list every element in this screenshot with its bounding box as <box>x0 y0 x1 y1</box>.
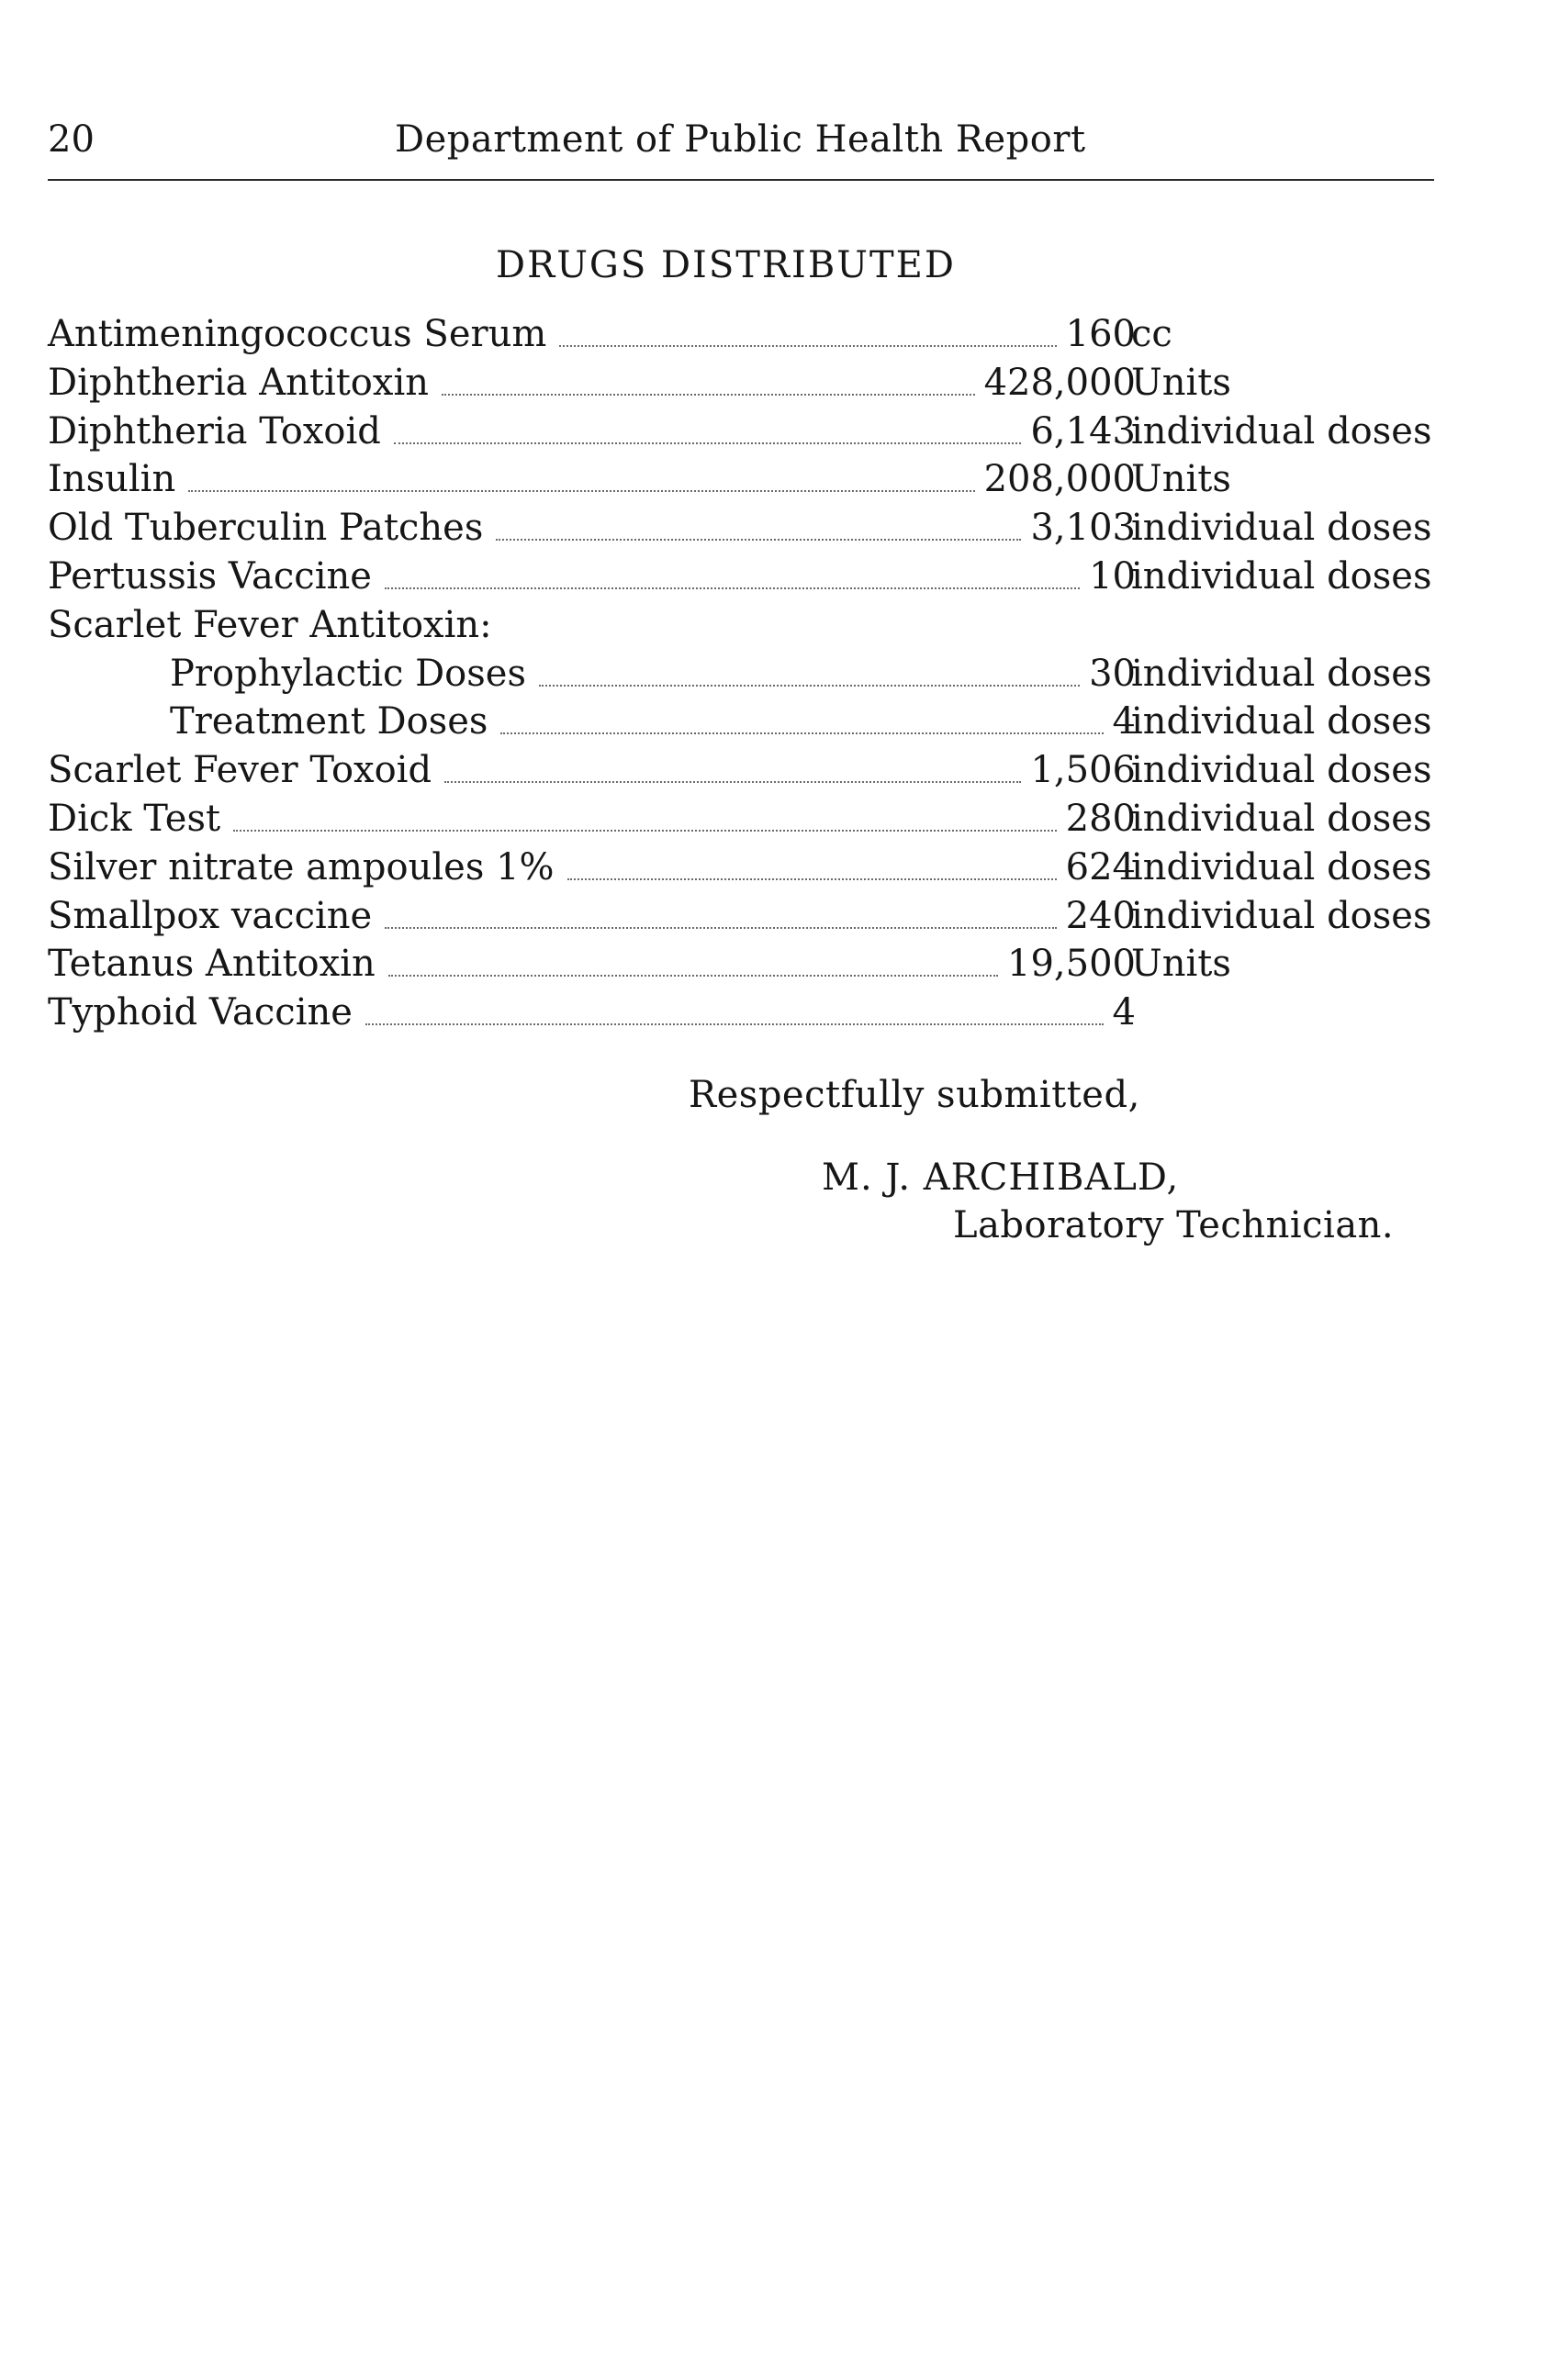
drug-quantity: 19,500 <box>1007 943 1136 986</box>
drug-quantity: 3,103 <box>1030 507 1136 550</box>
drug-name: Antimeningococcus Serum <box>48 310 555 359</box>
table-row <box>48 504 1434 553</box>
dot-leader <box>385 586 1080 589</box>
table-row <box>48 455 1434 504</box>
drug-unit: individual doses <box>1131 507 1432 550</box>
table-row <box>48 310 1434 359</box>
dot-leader <box>559 343 1056 347</box>
dot-leader <box>388 973 998 977</box>
drug-unit: Units <box>1131 458 1231 501</box>
drugs-distributed-table <box>48 310 1434 1037</box>
page-number: 20 <box>48 118 95 161</box>
dot-leader <box>394 441 1022 444</box>
dot-leader <box>188 488 974 492</box>
drug-quantity: 624 <box>1065 845 1136 888</box>
drug-quantity: 4 <box>1112 991 1136 1034</box>
drug-unit: individual doses <box>1131 700 1432 743</box>
table-row <box>48 601 1434 650</box>
drug-unit: Units <box>1131 943 1231 986</box>
section-title: DRUGS DISTRIBUTED <box>496 244 956 286</box>
dot-leader <box>365 1022 1104 1025</box>
dot-leader <box>567 877 1057 880</box>
drug-quantity: 10 <box>1089 554 1136 598</box>
drug-name: Pertussis Vaccine <box>48 553 381 601</box>
table-row <box>48 698 1434 746</box>
drug-unit: individual doses <box>1131 894 1432 937</box>
drug-quantity: 160 <box>1065 313 1136 355</box>
dot-leader <box>500 731 1103 734</box>
drug-quantity: 30 <box>1089 652 1136 695</box>
drug-quantity: 6,143 <box>1030 409 1136 453</box>
drug-name: Treatment Doses <box>170 698 497 746</box>
running-title: Department of Public Health Report <box>395 118 1086 161</box>
table-row <box>48 989 1434 1037</box>
drug-name: Old Tuberculin Patches <box>48 504 492 553</box>
table-row <box>48 746 1434 795</box>
dot-leader <box>385 925 1056 929</box>
table-row <box>48 408 1434 456</box>
dot-leader <box>444 779 1021 783</box>
drug-name: Diphtheria Antitoxin <box>48 359 438 408</box>
drug-name: Silver nitrate ampoules 1% <box>48 844 564 892</box>
drug-unit: Units <box>1131 361 1231 404</box>
drug-name: Diphtheria Toxoid <box>48 408 390 456</box>
table-row <box>48 940 1434 989</box>
table-row <box>48 359 1434 408</box>
drug-unit: individual doses <box>1131 749 1432 792</box>
drug-quantity: 208,000 <box>983 458 1136 501</box>
drug-unit: individual doses <box>1131 409 1432 453</box>
drug-name: Smallpox vaccine <box>48 892 381 941</box>
signer-title: Laboratory Technician. <box>953 1204 1395 1246</box>
drug-quantity: 280 <box>1065 797 1136 840</box>
closing-text: Respectfully submitted, <box>689 1074 1140 1116</box>
table-row <box>48 650 1434 698</box>
drug-name: Prophylactic Doses <box>170 650 535 698</box>
table-row <box>48 844 1434 892</box>
drug-name: Insulin <box>48 455 185 504</box>
dot-leader <box>233 828 1057 832</box>
page-header <box>48 115 1434 181</box>
drug-unit: individual doses <box>1131 652 1432 695</box>
drug-quantity: 240 <box>1065 894 1136 937</box>
dot-leader <box>442 392 975 396</box>
table-row <box>48 892 1434 941</box>
dot-leader <box>539 683 1080 687</box>
table-row <box>48 553 1434 601</box>
drug-unit: cc <box>1131 313 1172 355</box>
drug-unit: individual doses <box>1131 845 1432 888</box>
drug-name: Dick Test <box>48 795 230 844</box>
drug-name: Scarlet Fever Antitoxin: <box>48 601 501 650</box>
drug-quantity: 428,000 <box>983 361 1136 404</box>
dot-leader <box>496 537 1021 541</box>
drug-name: Typhoid Vaccine <box>48 989 362 1037</box>
drug-unit: individual doses <box>1131 554 1432 598</box>
drug-quantity: 4 <box>1112 700 1136 743</box>
drug-name: Scarlet Fever Toxoid <box>48 746 441 795</box>
drug-unit: individual doses <box>1131 797 1432 840</box>
drug-name: Tetanus Antitoxin <box>48 940 385 989</box>
drug-quantity: 1,506 <box>1030 749 1136 792</box>
signer-name: M. J. ARCHIBALD, <box>822 1156 1180 1199</box>
table-row <box>48 795 1434 844</box>
